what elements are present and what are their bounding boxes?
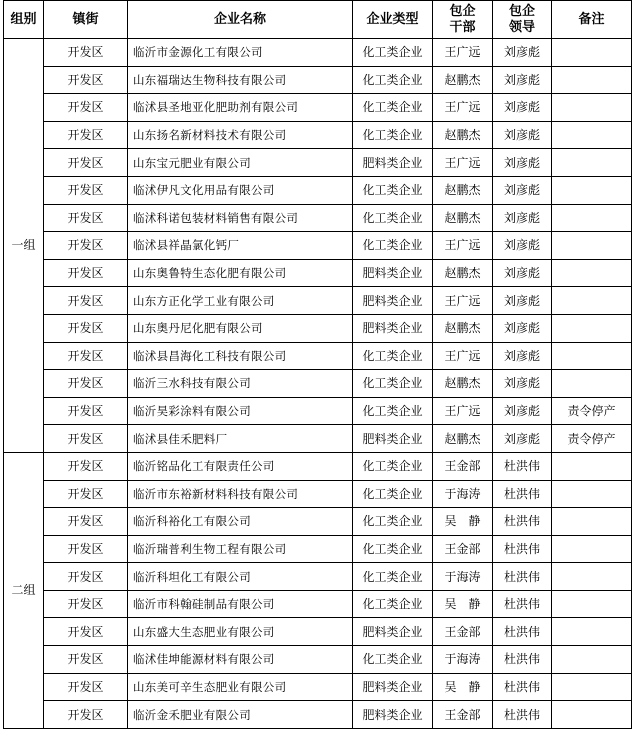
leader-cell: 杜洪伟 [493,535,552,563]
cadre-cell: 王广远 [433,342,493,370]
company-cell: 临沂市科翰硅制品有限公司 [128,590,353,618]
town-cell: 开发区 [44,508,128,536]
company-cell: 临沂科坦化工有限公司 [128,563,353,591]
company-cell: 临沂瑞普利生物工程有限公司 [128,535,353,563]
company-cell: 山东福瑞达生物科技有限公司 [128,66,353,94]
type-cell: 化工类企业 [353,94,433,122]
table-row [4,425,632,453]
remark-cell [552,314,632,342]
remark-cell [552,618,632,646]
type-cell: 肥料类企业 [353,618,433,646]
town-cell: 开发区 [44,176,128,204]
table-row [4,39,632,67]
company-cell: 山东美可辛生态肥业有限公司 [128,673,353,701]
type-cell: 化工类企业 [353,121,433,149]
leader-cell: 刘彦彪 [493,39,552,67]
town-cell: 开发区 [44,480,128,508]
leader-cell: 杜洪伟 [493,452,552,480]
company-cell: 临沭县圣地亚化肥助剂有限公司 [128,94,353,122]
cadre-cell: 赵鹏杰 [433,176,493,204]
table-body [4,39,632,729]
table-row [4,149,632,177]
company-cell: 临沂科裕化工有限公司 [128,508,353,536]
company-cell: 临沭佳坤能源材料有限公司 [128,646,353,674]
town-cell: 开发区 [44,259,128,287]
leader-cell: 刘彦彪 [493,204,552,232]
company-cell: 临沭县昌海化工科技有限公司 [128,342,353,370]
table-row [4,66,632,94]
type-cell: 化工类企业 [353,342,433,370]
table-row [4,563,632,591]
company-cell: 山东奥丹尼化肥有限公司 [128,314,353,342]
company-cell: 临沭县佳禾肥料厂 [128,425,353,453]
cadre-cell: 吴 静 [433,590,493,618]
town-cell: 开发区 [44,121,128,149]
table-row [4,480,632,508]
remark-cell: 责令停产 [552,397,632,425]
group-cell: 一组 [4,39,44,453]
company-cell: 山东宝元肥业有限公司 [128,149,353,177]
company-cell: 山东方正化学工业有限公司 [128,287,353,315]
leader-cell: 刘彦彪 [493,314,552,342]
type-cell: 化工类企业 [353,508,433,536]
leader-cell: 杜洪伟 [493,563,552,591]
table-row [4,673,632,701]
town-cell: 开发区 [44,287,128,315]
header-group: 组别 [4,1,44,39]
cadre-cell: 王金部 [433,618,493,646]
cadre-cell: 王金部 [433,535,493,563]
remark-cell [552,259,632,287]
company-cell: 山东盛大生态肥业有限公司 [128,618,353,646]
cadre-cell: 吴 静 [433,508,493,536]
town-cell: 开发区 [44,204,128,232]
town-cell: 开发区 [44,94,128,122]
town-cell: 开发区 [44,452,128,480]
cadre-cell: 于海涛 [433,563,493,591]
table-row [4,370,632,398]
leader-cell: 刘彦彪 [493,397,552,425]
town-cell: 开发区 [44,425,128,453]
company-cell: 临沭县祥晶氯化钙厂 [128,232,353,260]
leader-cell: 刘彦彪 [493,287,552,315]
remark-cell [552,480,632,508]
cadre-cell: 赵鹏杰 [433,204,493,232]
header-cadre [433,1,493,39]
cadre-cell: 王金部 [433,452,493,480]
town-cell: 开发区 [44,397,128,425]
header-leader-line1: 包企 [508,3,535,19]
type-cell: 化工类企业 [353,39,433,67]
town-cell: 开发区 [44,673,128,701]
town-cell: 开发区 [44,646,128,674]
remark-cell [552,66,632,94]
cadre-cell: 赵鹏杰 [433,314,493,342]
table-row [4,121,632,149]
town-cell: 开发区 [44,149,128,177]
table-row [4,701,632,729]
remark-cell [552,204,632,232]
leader-cell: 刘彦彪 [493,425,552,453]
company-cell: 临沂铭品化工有限责任公司 [128,452,353,480]
remark-cell [552,232,632,260]
remark-cell [552,121,632,149]
table-row [4,590,632,618]
leader-cell: 刘彦彪 [493,94,552,122]
cadre-cell: 赵鹏杰 [433,370,493,398]
cadre-cell: 于海涛 [433,646,493,674]
cadre-cell: 王广远 [433,397,493,425]
header-leader [493,1,552,39]
type-cell: 化工类企业 [353,452,433,480]
leader-cell: 刘彦彪 [493,149,552,177]
leader-cell: 刘彦彪 [493,370,552,398]
company-cell: 山东奥鲁特生态化肥有限公司 [128,259,353,287]
remark-cell [552,646,632,674]
leader-cell: 杜洪伟 [493,480,552,508]
type-cell: 肥料类企业 [353,701,433,729]
town-cell: 开发区 [44,701,128,729]
remark-cell [552,701,632,729]
cadre-cell: 王广远 [433,232,493,260]
leader-cell: 刘彦彪 [493,259,552,287]
town-cell: 开发区 [44,618,128,646]
town-cell: 开发区 [44,314,128,342]
header-leader-line2: 领导 [508,19,535,35]
town-cell: 开发区 [44,370,128,398]
type-cell: 肥料类企业 [353,287,433,315]
group-cell: 二组 [4,452,44,728]
remark-cell [552,590,632,618]
remark-cell [552,673,632,701]
leader-cell: 刘彦彪 [493,121,552,149]
remark-cell [552,452,632,480]
leader-cell: 杜洪伟 [493,508,552,536]
table-row [4,535,632,563]
leader-cell: 杜洪伟 [493,590,552,618]
table-row [4,452,632,480]
type-cell: 化工类企业 [353,66,433,94]
type-cell: 化工类企业 [353,204,433,232]
leader-cell: 杜洪伟 [493,646,552,674]
leader-cell: 刘彦彪 [493,342,552,370]
leader-cell: 杜洪伟 [493,701,552,729]
company-cell: 临沂市金源化工有限公司 [128,39,353,67]
remark-cell [552,287,632,315]
table-row [4,176,632,204]
cadre-cell: 于海涛 [433,480,493,508]
cadre-cell: 王广远 [433,94,493,122]
header-row [4,1,632,39]
cadre-cell: 赵鹏杰 [433,121,493,149]
type-cell: 化工类企业 [353,563,433,591]
cadre-cell: 赵鹏杰 [433,425,493,453]
table-row [4,287,632,315]
table-row [4,618,632,646]
company-cell: 临沭伊凡文化用品有限公司 [128,176,353,204]
remark-cell [552,508,632,536]
header-remark: 备注 [552,1,632,39]
remark-cell [552,370,632,398]
type-cell: 肥料类企业 [353,149,433,177]
town-cell: 开发区 [44,232,128,260]
town-cell: 开发区 [44,342,128,370]
town-cell: 开发区 [44,39,128,67]
cadre-cell: 王广远 [433,149,493,177]
remark-cell: 责令停产 [552,425,632,453]
type-cell: 化工类企业 [353,535,433,563]
remark-cell [552,149,632,177]
leader-cell: 杜洪伟 [493,618,552,646]
remark-cell [552,342,632,370]
company-cell: 临沭科诺包装材料销售有限公司 [128,204,353,232]
type-cell: 肥料类企业 [353,673,433,701]
table-row [4,508,632,536]
leader-cell: 刘彦彪 [493,66,552,94]
town-cell: 开发区 [44,563,128,591]
type-cell: 肥料类企业 [353,425,433,453]
table-row [4,232,632,260]
table-row [4,259,632,287]
town-cell: 开发区 [44,590,128,618]
leader-cell: 刘彦彪 [493,176,552,204]
town-cell: 开发区 [44,66,128,94]
cadre-cell: 王广远 [433,287,493,315]
cadre-cell: 吴 静 [433,673,493,701]
cadre-cell: 赵鹏杰 [433,259,493,287]
table-row [4,204,632,232]
type-cell: 化工类企业 [353,176,433,204]
remark-cell [552,39,632,67]
table-row [4,342,632,370]
type-cell: 化工类企业 [353,480,433,508]
table-row [4,94,632,122]
type-cell: 化工类企业 [353,646,433,674]
company-cell: 临沂金禾肥业有限公司 [128,701,353,729]
type-cell: 化工类企业 [353,370,433,398]
leader-cell: 杜洪伟 [493,673,552,701]
type-cell: 化工类企业 [353,590,433,618]
cadre-cell: 赵鹏杰 [433,66,493,94]
cadre-cell: 王金部 [433,701,493,729]
remark-cell [552,535,632,563]
company-cell: 临沂昊彩涂料有限公司 [128,397,353,425]
table-row [4,646,632,674]
company-cell: 山东扬名新材料技术有限公司 [128,121,353,149]
header-company: 企业名称 [128,1,353,39]
type-cell: 肥料类企业 [353,314,433,342]
header-cadre-line2: 干部 [449,19,476,35]
company-cell: 临沂三水科技有限公司 [128,370,353,398]
cadre-cell: 王广远 [433,39,493,67]
enterprise-table [3,0,632,729]
remark-cell [552,176,632,204]
header-cadre-line1: 包企 [449,3,476,19]
table-row [4,314,632,342]
table-row [4,397,632,425]
company-cell: 临沂市东裕新材料科技有限公司 [128,480,353,508]
type-cell: 化工类企业 [353,232,433,260]
town-cell: 开发区 [44,535,128,563]
header-type: 企业类型 [353,1,433,39]
type-cell: 化工类企业 [353,397,433,425]
remark-cell [552,94,632,122]
remark-cell [552,563,632,591]
header-town: 镇街 [44,1,128,39]
type-cell: 肥料类企业 [353,259,433,287]
leader-cell: 刘彦彪 [493,232,552,260]
